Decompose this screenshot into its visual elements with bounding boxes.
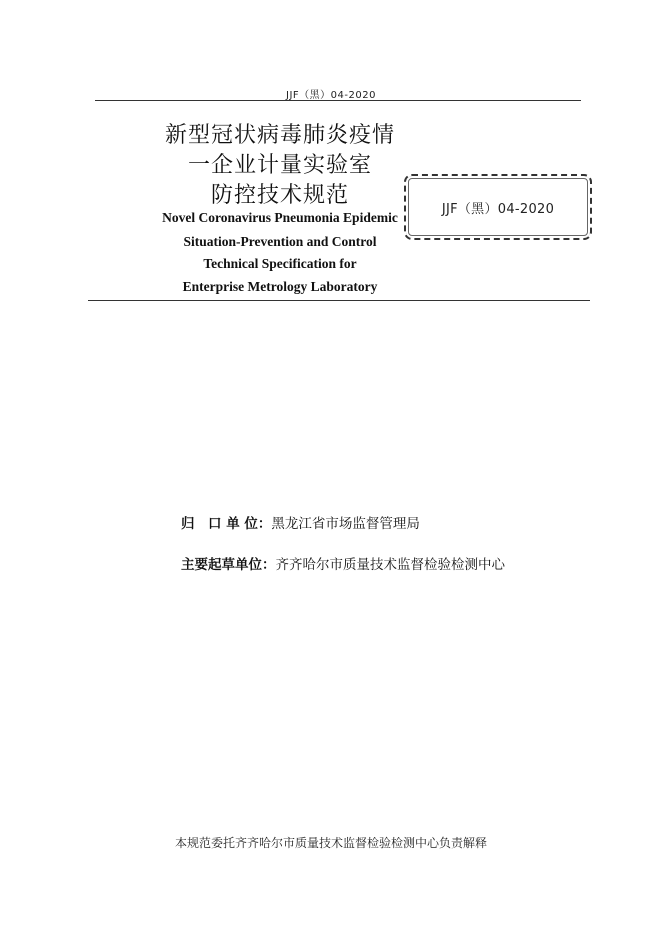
header-rule	[95, 100, 581, 101]
title-en-line-2: Situation-Prevention and Control	[183, 234, 377, 249]
footer-note: 本规范委托齐齐哈尔市质量技术监督检验检测中心负责解释	[174, 836, 487, 850]
org-line-responsible	[181, 512, 420, 532]
title-en-line-3: Technical Specification for	[203, 256, 357, 271]
org-label-drafting: 主要起草单位：	[181, 557, 276, 573]
title-cn-line-1: 新型冠状病毒肺炎疫情	[164, 123, 395, 148]
org-label-responsible: 归 口 单 位：	[181, 516, 272, 532]
standard-code-box	[404, 174, 592, 240]
standard-code: JJF（黑）04-2020	[441, 201, 555, 217]
title-cn-line-2: 一企业计量实验室	[187, 153, 372, 178]
title-en-line-1: Novel Coronavirus Pneumonia Epidemic	[162, 210, 398, 225]
header-code: JJF（黑）04-2020	[286, 90, 376, 101]
title-cn-line-3: 防控技术规范	[210, 183, 349, 208]
main-rule	[88, 300, 590, 301]
org-value-drafting: 齐齐哈尔市质量技术监督检验检测中心	[275, 557, 505, 573]
org-line-drafting	[181, 553, 505, 573]
org-value-responsible: 黑龙江省市场监督管理局	[271, 516, 420, 532]
title-en-line-4: Enterprise Metrology Laboratory	[182, 279, 378, 294]
